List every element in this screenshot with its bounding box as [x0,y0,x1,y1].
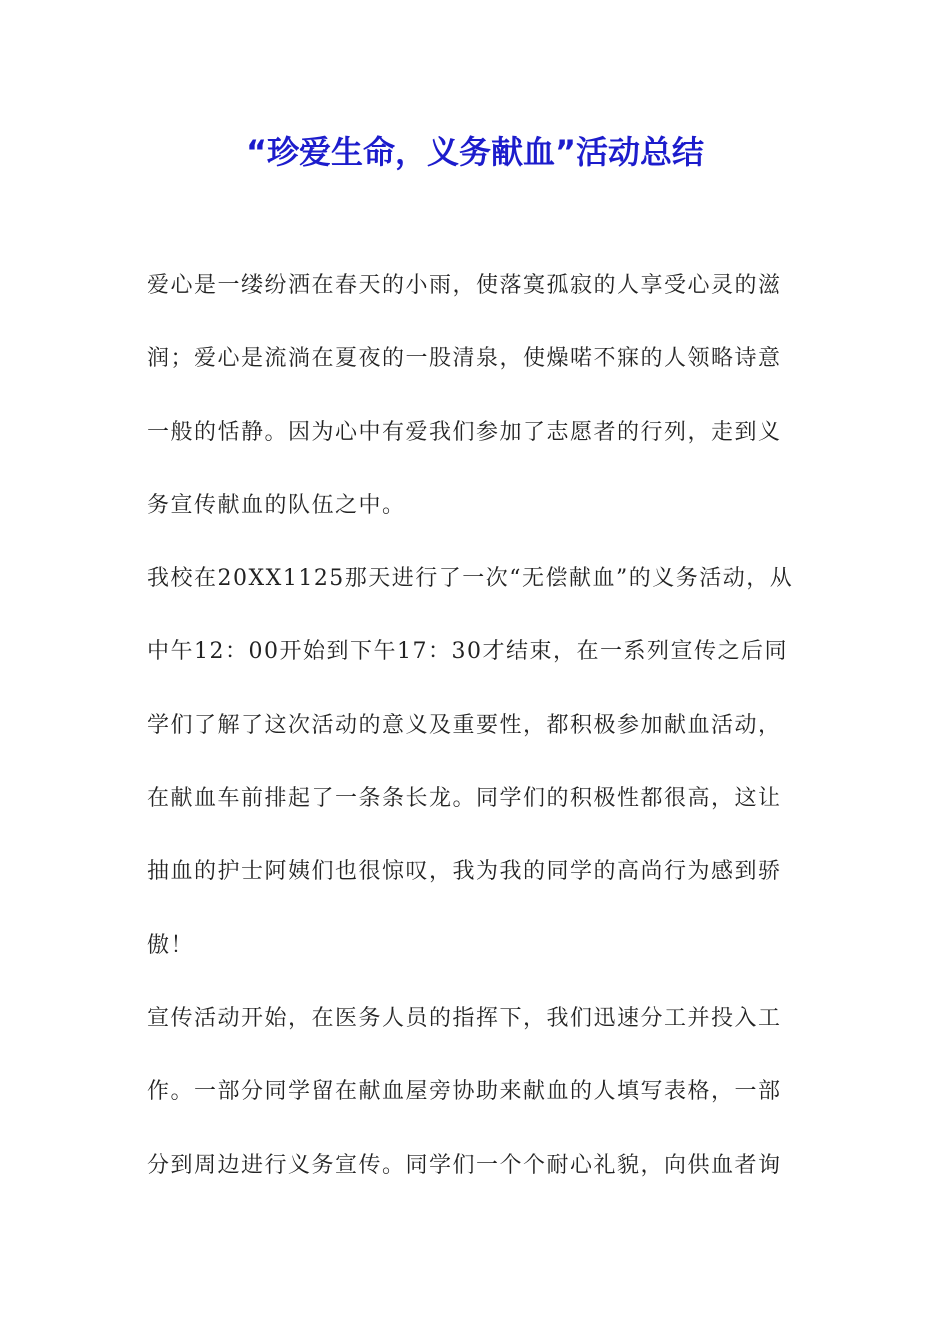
text-line: 一般的恬静。因为心中有爱我们参加了志愿者的行列，走到义 [147,419,782,445]
text-line: 我校在20XX1125那天进行了一次“无偿献血”的义务活动，从 [147,566,794,592]
paragraph-2 [147,555,807,995]
paragraph-3 [147,995,807,1215]
text-line: 爱心是一缕纷洒在春天的小雨，使落寞孤寂的人享受心灵的滋 [147,273,782,298]
text-line: 作。一部分同学留在献血屋旁协助来献血的人填写表格，一部 [147,1079,782,1105]
text-line: 学们了解了这次活动的意义及重要性，都积极参加献血活动， [147,712,782,738]
text-line: 宣传活动开始，在医务人员的指挥下，我们迅速分工并投入工 [147,1005,782,1031]
paragraph-1 [147,262,807,555]
document-body [147,262,807,1215]
text-line: 中午12：00开始到下午17：30才结束，在一系列宣传之后同 [147,639,788,665]
text-line: 务宣传献血的队伍之中。 [147,492,406,518]
text-line: 分到周边进行义务宣传。同学们一个个耐心礼貌，向供血者询 [147,1152,782,1178]
text-line: 润；爱心是流淌在夏夜的一股清泉，使燥喏不寐的人领略诗意 [147,346,782,372]
text-line: 傲！ [147,932,195,958]
text-line: 在献血车前排起了一条条长龙。同学们的积极性都很高，这让 [147,786,782,812]
text-line: 抽血的护士阿姨们也很惊叹，我为我的同学的高尚行为感到骄 [147,859,782,885]
document-title: “珍爱生命，义务献血”活动总结 [245,133,705,171]
